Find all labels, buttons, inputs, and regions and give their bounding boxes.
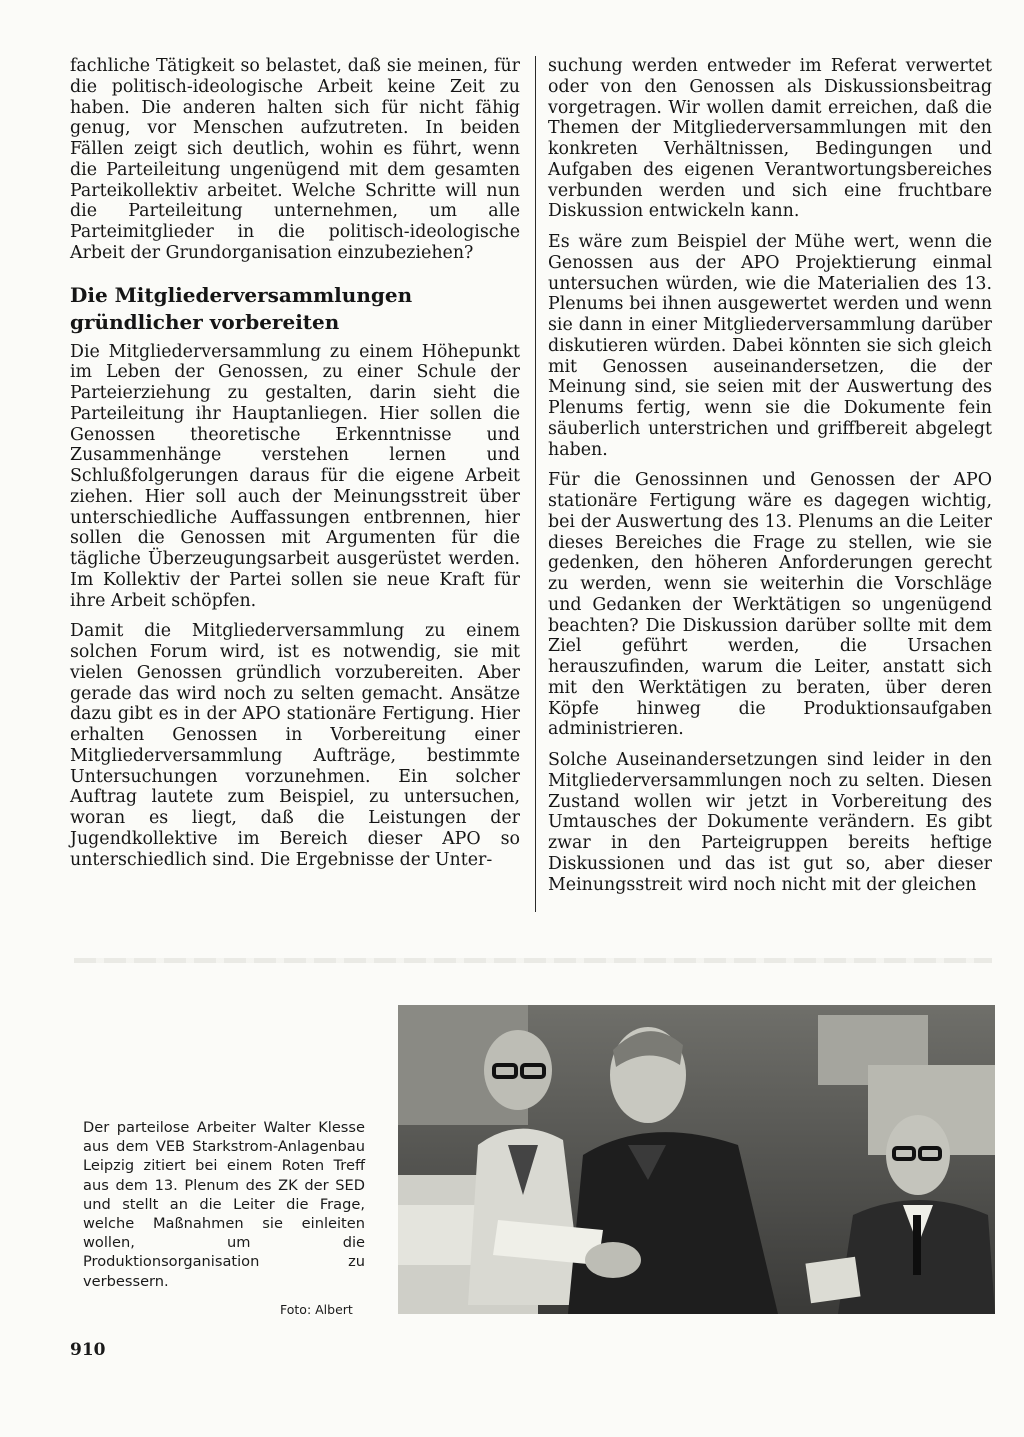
photo-credit: Foto: Albert: [280, 1302, 353, 1317]
photo-caption: Der parteilose Arbeiter Walter Klesse aus dem VEB Starkstrom-Anlagenbau Leipzig zitiert bei einem Roten Treff aus dem 13. Plenum des ZK der SED und stellt an die Leiter die Frage, welche Maßnahmen sie einleiten wollen, um die Produktionsorganisation zu verbessern.: [83, 1119, 365, 1290]
right-paragraph-2: Es wäre zum Beispiel der Mühe wert, wenn die Genossen aus der APO Projektierung einmal untersuchen würden, wie die Materialien des 13. Plenums bei ihnen ausgewertet werden und wenn sie dann in einer Mitgliederversammlung darüber diskutieren würden. Dabei könnten sie sich gleich mit Genossen auseinandersetzen, die der Meinung sind, sie seien mit der Auswertung des Plenums fertig, wenn sie die Dokumente fein säuberlich unterstrichen und griffbereit abgelegt haben.: [548, 232, 992, 460]
page-number: 910: [70, 1340, 106, 1360]
section-heading-line-1: Die Mitgliederversammlungen: [70, 282, 413, 307]
right-paragraph-4: Solche Auseinandersetzungen sind leider in den Mitgliederversammlungen noch zu selten. Diesen Zustand wollen wir jetzt in Vorbereitung des Umtausches der Dokumente verändern. Es gibt zwar in den Parteigruppen bereits heftige Diskussionen und das ist gut so, aber dieser Meinungsstreit wird noch nicht mit der gleichen: [548, 750, 992, 895]
left-paragraph-1: fachliche Tätigkeit so belastet, daß sie meinen, für die politisch-ideologische Arbeit keine Zeit zu haben. Die anderen halten sich für nicht fähig genug, vor Menschen aufzutreten. In beiden Fällen zeigt sich deutlich, wohin es führt, wenn die Parteileitung ungenügend mit dem gesamten Parteikollektiv arbeitet. Welche Schritte will nun die Parteileitung unternehmen, um alle Parteimitglieder in die politisch-ideologische Arbeit der Grundorganisation einzubeziehen?: [70, 56, 520, 263]
right-column: [548, 56, 992, 905]
section-heading: [70, 282, 520, 336]
faint-separator: [74, 958, 992, 963]
photo: [398, 1005, 995, 1314]
right-paragraph-3: Für die Genossinnen und Genossen der APO stationäre Fertigung wäre es dagegen wichtig, bei der Auswertung des 13. Plenums an die Leiter dieses Bereiches die Frage zu stellen, wie sie gedenken, den höheren Anforderungen gerecht zu werden, wenn sie weiterhin die Vorschläge und Gedanken der Werktätigen so ungenügend beachten? Die Diskussion darüber sollte mit dem Ziel geführt werden, die Ursachen herauszufinden, warum die Leiter, anstatt sich mit den Werktätigen zu beraten, über deren Köpfe hinweg die Produktionsaufgaben administrieren.: [548, 470, 992, 740]
left-paragraph-2: Die Mitgliederversammlung zu einem Höhepunkt im Leben der Genossen, zu einer Schule der Parteierziehung zu gestalten, darin sieht die Parteileitung ihr Hauptanliegen. Hier sollen die Genossen theoretische Erkenntnisse und Zusammenhänge verstehen lernen und Schlußfolgerungen daraus für die eigene Arbeit ziehen. Hier soll auch der Meinungsstreit über unterschiedliche Auffassungen entbrennen, hier sollen die Genossen mit Argumenten für die tägliche Überzeugungsarbeit ausgerüstet werden. Im Kollektiv der Partei sollen sie neue Kraft für ihre Arbeit schöpfen.: [70, 341, 520, 611]
left-paragraph-3: Damit die Mitgliederversammlung zu einem solchen Forum wird, ist es notwendig, sie mit vielen Genossen gründlich vorzubereiten. Aber gerade das wird noch zu selten gemacht. Ansätze dazu gibt es in der APO stationäre Fertigung. Hier erhalten Genossen in Vorbereitung einer Mitgliederversammlung Aufträge, bestimmte Untersuchungen vorzunehmen. Ein solcher Auftrag lautete zum Beispiel, zu untersuchen, woran es liegt, daß die Leistungen der Jugendkollektive im Bereich dieser APO so unterschiedlich sind. Die Ergebnisse der Unter-: [70, 621, 520, 870]
right-paragraph-1: suchung werden entweder im Referat verwertet oder von den Genossen als Diskussionsbeitrag vorgetragen. Wir wollen damit erreichen, daß die Themen der Mitgliederversammlungen mit den konkreten Verhältnissen, Bedingungen und Aufgaben des eigenen Verantwortungsbereiches verbunden werden und sich eine fruchtbare Diskussion entwickeln kann.: [548, 56, 992, 222]
section-heading-line-2: gründlicher vorbereiten: [70, 309, 340, 334]
column-divider: [535, 56, 536, 912]
left-column: [70, 56, 520, 880]
photo-illustration: [398, 1005, 995, 1314]
